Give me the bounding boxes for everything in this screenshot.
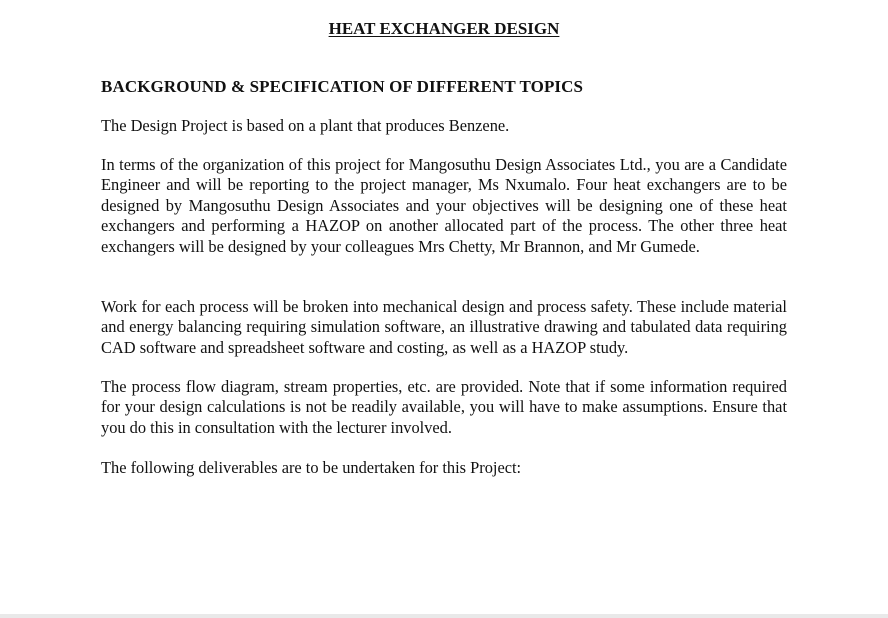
paragraph-intro: The Design Project is based on a plant that produces Benzene. <box>101 116 510 135</box>
paragraph-deliverables-intro: The following deliverables are to be undertaken for this Project: <box>101 458 522 477</box>
section-heading: BACKGROUND & SPECIFICATION OF DIFFERENT TOPICS <box>101 77 584 96</box>
page-bottom-edge <box>0 614 888 618</box>
document-title: HEAT EXCHANGER DESIGN <box>328 19 560 38</box>
paragraph-assumptions: The process flow diagram, stream properties, etc. are provided. Note that if some information required for your design calculations is not be readily available, you will have to make assumptions. Ensure that you do this in consultation with the lecturer involved. <box>101 377 787 437</box>
paragraph-work-breakdown: Work for each process will be broken into mechanical design and process safety. These include material and energy balancing requiring simulation software, an illustrative drawing and tabulated data requiring CAD software and spreadsheet software and costing, as well as a HAZOP study. <box>101 297 787 357</box>
paragraph-organization: In terms of the organization of this project for Mangosuthu Design Associates Ltd., you are a Candidate Engineer and will be reporting to the project manager, Ms Nxumalo. Four heat exchangers are to be designed by Mangosuthu Design Associates and your objectives will be designing one of these heat exchangers and performing a HAZOP on another allocated part of the process. The other three heat exchangers will be designed by your colleagues Mrs Chetty, Mr Brannon, and Mr Gumede. <box>101 155 787 256</box>
